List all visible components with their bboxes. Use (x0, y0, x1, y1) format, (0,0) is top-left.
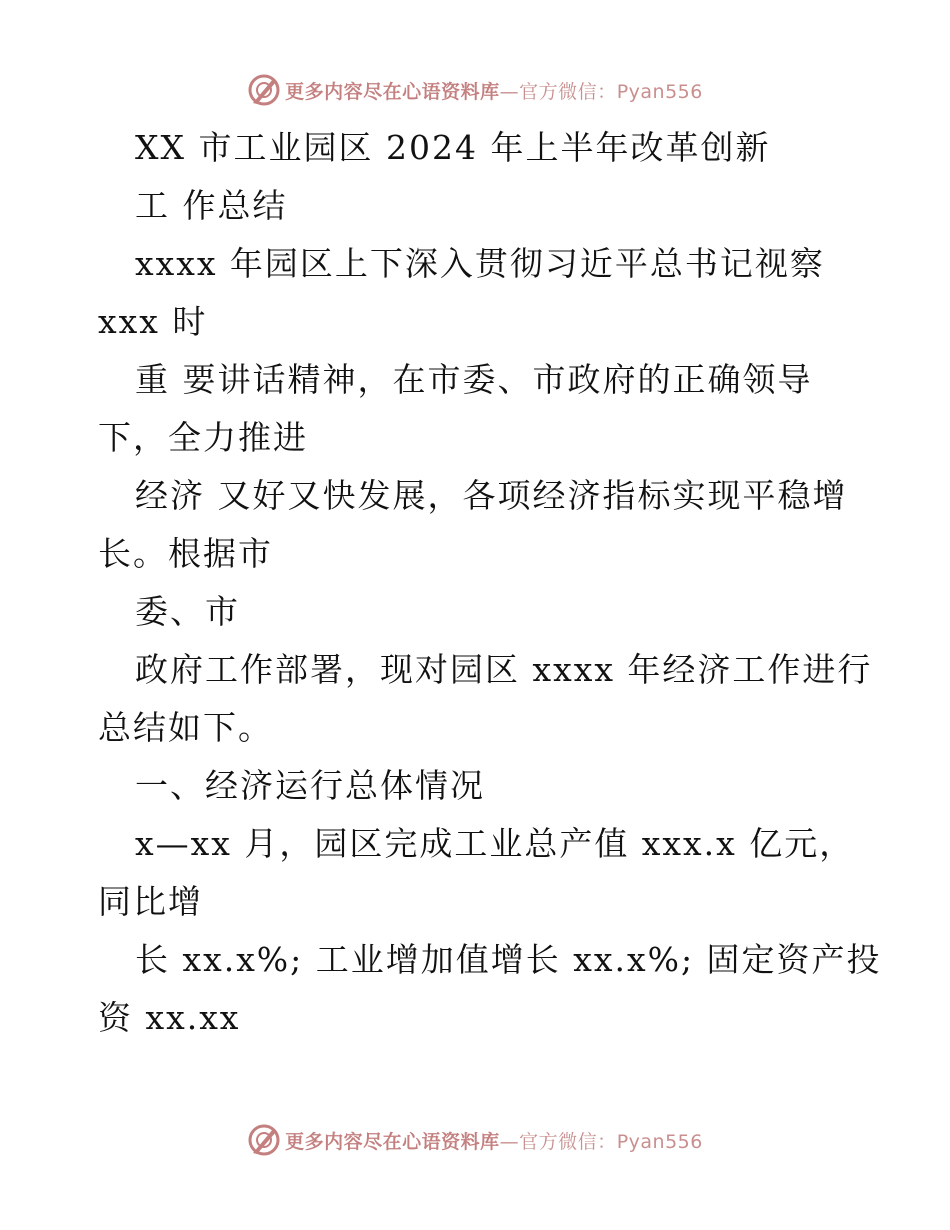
watermark-wechat-label: 官方微信： (519, 1130, 617, 1153)
doc-paragraph-line: 重 要讲话精神，在市委、市政府的正确领导 (135, 360, 813, 399)
doc-title-line-2: 工 作总结 (135, 186, 288, 225)
doc-paragraph-line: 下，全力推进 (98, 418, 308, 457)
quill-logo-icon (247, 1123, 281, 1157)
watermark-dash: — (499, 80, 520, 103)
doc-paragraph-line: 政府工作部署，现对园区 xxxx 年经济工作进行 (135, 650, 873, 689)
doc-paragraph-line: 长 xx.x%; 工业增加值增长 xx.x%; 固定资产投 (135, 940, 882, 979)
doc-paragraph-line: 经济 又好又快发展，各项经济指标实现平稳增 (135, 476, 848, 515)
doc-paragraph-line: xxx 时 (98, 302, 208, 341)
doc-paragraph-line: 长。根据市 (98, 534, 273, 573)
watermark-site: 更多内容尽在心语资料库 (285, 80, 500, 103)
doc-paragraph-line: 同比增 (98, 882, 203, 921)
watermark-wechat-label: 官方微信： (519, 80, 617, 103)
doc-title-line-1: XX 市工业园区 2024 年上半年改革创新 (135, 128, 771, 167)
doc-paragraph-line: xxxx 年园区上下深入贯彻习近平总书记视察 (135, 244, 825, 283)
doc-paragraph-line: 总结如下。 (98, 708, 273, 747)
watermark-text (285, 1127, 703, 1154)
doc-paragraph-line: 委、市 (135, 592, 240, 631)
doc-paragraph-line: x—xx 月，园区完成工业总产值 xxx.x 亿元， (135, 824, 855, 863)
doc-paragraph-line: 资 xx.xx (98, 998, 241, 1037)
watermark-site: 更多内容尽在心语资料库 (285, 1130, 500, 1153)
watermark-footer (0, 1120, 950, 1160)
watermark-dash: — (499, 1130, 520, 1153)
watermark-wechat-id: Pyan556 (616, 80, 703, 103)
doc-section-heading: 一、经济运行总体情况 (135, 766, 485, 805)
watermark-wechat-id: Pyan556 (616, 1130, 703, 1153)
